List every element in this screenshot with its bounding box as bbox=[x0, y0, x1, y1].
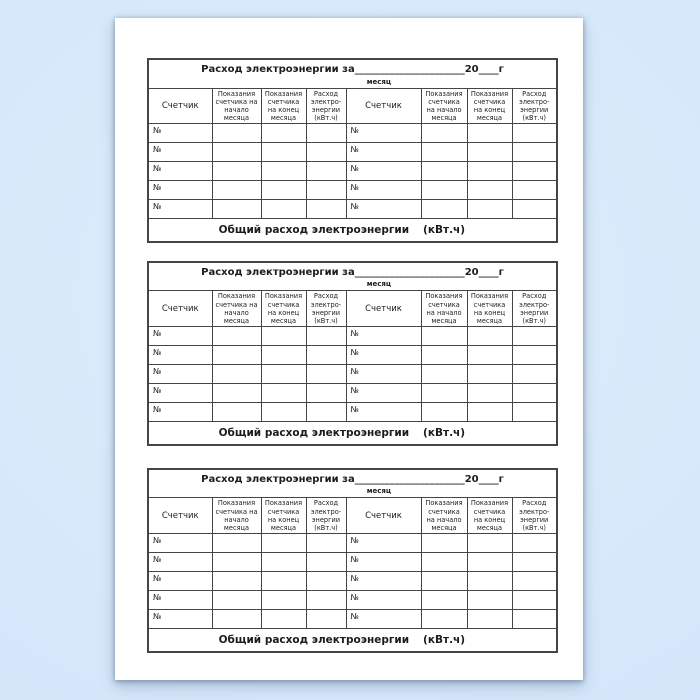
table-title-cell bbox=[148, 262, 557, 291]
total-cell bbox=[148, 629, 557, 652]
meter-number-label: № bbox=[350, 367, 359, 377]
start-reading-cell bbox=[212, 572, 261, 591]
meter-number-label: № bbox=[350, 183, 359, 193]
start-reading-cell bbox=[212, 365, 261, 384]
month-blank-line: ______________________ bbox=[354, 266, 465, 278]
month-caption: месяц bbox=[366, 77, 392, 86]
column-header-meter: Счетчик bbox=[346, 291, 421, 327]
consumption-cell bbox=[306, 181, 346, 200]
meter-row bbox=[148, 610, 557, 629]
column-header-meter: Счетчик bbox=[346, 498, 421, 534]
start-reading-cell bbox=[212, 346, 261, 365]
consumption-cell bbox=[306, 403, 346, 422]
meter-number-label: № bbox=[153, 183, 162, 193]
consumption-cell bbox=[306, 591, 346, 610]
column-header-consumption: Расход электро-энергии (кВт.ч) bbox=[512, 498, 557, 534]
year-suffix: г bbox=[498, 266, 504, 278]
end-reading-cell bbox=[261, 346, 306, 365]
end-reading-cell bbox=[467, 572, 512, 591]
start-reading-cell bbox=[212, 591, 261, 610]
title-row bbox=[148, 262, 557, 291]
end-reading-cell bbox=[467, 610, 512, 629]
column-header-end-reading: Показания счетчика на конец месяца bbox=[467, 291, 512, 327]
year-blank-line: ____ bbox=[478, 473, 499, 485]
column-header-start-reading: Показания счетчика на начало месяца bbox=[421, 88, 467, 124]
column-header-meter: Счетчик bbox=[346, 88, 421, 124]
end-reading-cell bbox=[467, 143, 512, 162]
meter-row bbox=[148, 346, 557, 365]
column-header-consumption: Расход электро-энергии (кВт.ч) bbox=[512, 88, 557, 124]
start-reading-cell bbox=[421, 346, 467, 365]
total-consumption-label: Общий расход электроэнергии bbox=[218, 224, 410, 237]
column-header-consumption: Расход электро-энергии (кВт.ч) bbox=[306, 88, 346, 124]
end-reading-cell bbox=[467, 124, 512, 143]
meter-number-cell bbox=[148, 327, 212, 346]
column-header-start-reading: Показания счетчика на начало месяца bbox=[212, 88, 261, 124]
end-reading-cell bbox=[467, 327, 512, 346]
meter-number-label: № bbox=[350, 405, 359, 415]
start-reading-cell bbox=[421, 124, 467, 143]
meter-number-cell bbox=[346, 200, 421, 219]
year-prefix: 20 bbox=[464, 473, 479, 485]
meter-row bbox=[148, 162, 557, 181]
end-reading-cell bbox=[467, 346, 512, 365]
meter-number-label: № bbox=[350, 126, 359, 136]
consumption-cell bbox=[512, 162, 557, 181]
title-text: Расход электроэнергии за bbox=[201, 64, 355, 75]
meter-number-cell bbox=[346, 346, 421, 365]
meter-number-label: № bbox=[350, 612, 359, 622]
start-reading-cell bbox=[421, 181, 467, 200]
total-unit-label: (кВт.ч) bbox=[423, 224, 466, 237]
title-text: Расход электроэнергии за bbox=[201, 473, 355, 485]
meter-number-cell bbox=[148, 162, 212, 181]
meter-number-cell bbox=[148, 365, 212, 384]
meter-number-cell bbox=[148, 553, 212, 572]
year-prefix: 20 bbox=[464, 266, 479, 278]
meter-number-label: № bbox=[153, 536, 162, 546]
meter-number-cell bbox=[346, 124, 421, 143]
end-reading-cell bbox=[261, 143, 306, 162]
month-blank-line: ______________________ bbox=[354, 64, 465, 75]
year-prefix: 20 bbox=[464, 64, 479, 75]
total-row bbox=[148, 219, 557, 242]
total-row bbox=[148, 629, 557, 652]
meter-row bbox=[148, 181, 557, 200]
meter-number-label: № bbox=[153, 405, 162, 415]
column-header-end-reading: Показания счетчика на конец месяца bbox=[261, 88, 306, 124]
column-header-meter: Счетчик bbox=[148, 88, 212, 124]
meter-number-cell bbox=[346, 610, 421, 629]
meter-row bbox=[148, 200, 557, 219]
column-header-end-reading: Показания счетчика на конец месяца bbox=[261, 498, 306, 534]
consumption-cell bbox=[306, 572, 346, 591]
start-reading-cell bbox=[212, 327, 261, 346]
consumption-cell bbox=[512, 327, 557, 346]
column-header-row bbox=[148, 498, 557, 534]
start-reading-cell bbox=[212, 200, 261, 219]
meter-row bbox=[148, 534, 557, 553]
meter-number-cell bbox=[148, 572, 212, 591]
column-header-consumption: Расход электро-энергии (кВт.ч) bbox=[306, 291, 346, 327]
month-caption: месяц bbox=[366, 487, 392, 496]
meter-number-label: № bbox=[350, 329, 359, 339]
end-reading-cell bbox=[467, 534, 512, 553]
start-reading-cell bbox=[421, 403, 467, 422]
consumption-cell bbox=[306, 162, 346, 181]
meter-number-label: № bbox=[350, 593, 359, 603]
electricity-consumption-table bbox=[147, 261, 558, 446]
meter-number-cell bbox=[346, 143, 421, 162]
meter-number-label: № bbox=[153, 593, 162, 603]
start-reading-cell bbox=[421, 384, 467, 403]
consumption-cell bbox=[512, 181, 557, 200]
start-reading-cell bbox=[421, 365, 467, 384]
meter-number-cell bbox=[148, 181, 212, 200]
meter-row bbox=[148, 384, 557, 403]
end-reading-cell bbox=[261, 403, 306, 422]
electricity-consumption-table bbox=[147, 58, 558, 243]
meter-number-cell bbox=[346, 181, 421, 200]
consumption-cell bbox=[306, 384, 346, 403]
column-header-start-reading: Показания счетчика на начало месяца bbox=[212, 498, 261, 534]
start-reading-cell bbox=[212, 534, 261, 553]
consumption-cell bbox=[306, 553, 346, 572]
meter-number-cell bbox=[346, 403, 421, 422]
table-title bbox=[149, 266, 556, 279]
meter-number-cell bbox=[346, 534, 421, 553]
total-consumption-label: Общий расход электроэнергии bbox=[218, 427, 410, 440]
meter-row bbox=[148, 365, 557, 384]
column-header-row bbox=[148, 291, 557, 327]
meter-number-label: № bbox=[350, 386, 359, 396]
end-reading-cell bbox=[467, 200, 512, 219]
meter-number-label: № bbox=[153, 164, 162, 174]
end-reading-cell bbox=[261, 124, 306, 143]
end-reading-cell bbox=[261, 200, 306, 219]
meter-number-label: № bbox=[153, 126, 162, 136]
table-title bbox=[149, 63, 556, 76]
total-unit-label: (кВт.ч) bbox=[423, 427, 466, 440]
end-reading-cell bbox=[261, 572, 306, 591]
total-cell bbox=[148, 422, 557, 445]
column-header-consumption: Расход электро-энергии (кВт.ч) bbox=[512, 291, 557, 327]
meter-number-label: № bbox=[153, 202, 162, 212]
electricity-consumption-table bbox=[147, 468, 558, 653]
column-header-end-reading: Показания счетчика на конец месяца bbox=[261, 291, 306, 327]
meter-number-cell bbox=[346, 162, 421, 181]
consumption-cell bbox=[512, 346, 557, 365]
consumption-cell bbox=[512, 534, 557, 553]
meter-number-cell bbox=[148, 534, 212, 553]
meter-number-label: № bbox=[153, 555, 162, 565]
total-cell bbox=[148, 219, 557, 242]
consumption-cell bbox=[306, 365, 346, 384]
end-reading-cell bbox=[261, 610, 306, 629]
year-blank-line: ____ bbox=[478, 64, 499, 75]
meter-number-label: № bbox=[153, 574, 162, 584]
consumption-cell bbox=[306, 327, 346, 346]
meter-number-label: № bbox=[153, 612, 162, 622]
meter-row bbox=[148, 553, 557, 572]
consumption-cell bbox=[512, 200, 557, 219]
consumption-cell bbox=[306, 200, 346, 219]
document-page bbox=[115, 18, 583, 680]
column-header-start-reading: Показания счетчика на начало месяца bbox=[212, 291, 261, 327]
end-reading-cell bbox=[261, 327, 306, 346]
meter-number-label: № bbox=[153, 329, 162, 339]
consumption-cell bbox=[306, 610, 346, 629]
end-reading-cell bbox=[261, 365, 306, 384]
end-reading-cell bbox=[467, 553, 512, 572]
meter-number-label: № bbox=[350, 145, 359, 155]
start-reading-cell bbox=[212, 610, 261, 629]
start-reading-cell bbox=[212, 384, 261, 403]
table-title bbox=[149, 473, 556, 486]
end-reading-cell bbox=[261, 162, 306, 181]
start-reading-cell bbox=[421, 534, 467, 553]
meter-number-cell bbox=[148, 591, 212, 610]
meter-number-label: № bbox=[350, 574, 359, 584]
end-reading-cell bbox=[467, 365, 512, 384]
end-reading-cell bbox=[261, 591, 306, 610]
meter-number-label: № bbox=[350, 164, 359, 174]
total-row bbox=[148, 422, 557, 445]
meter-row bbox=[148, 327, 557, 346]
meter-row bbox=[148, 403, 557, 422]
meter-number-label: № bbox=[350, 348, 359, 358]
meter-number-label: № bbox=[153, 367, 162, 377]
meter-row bbox=[148, 591, 557, 610]
start-reading-cell bbox=[421, 572, 467, 591]
start-reading-cell bbox=[421, 200, 467, 219]
consumption-cell bbox=[512, 124, 557, 143]
end-reading-cell bbox=[261, 384, 306, 403]
start-reading-cell bbox=[421, 610, 467, 629]
consumption-cell bbox=[306, 124, 346, 143]
column-header-end-reading: Показания счетчика на конец месяца bbox=[467, 88, 512, 124]
meter-number-label: № bbox=[350, 202, 359, 212]
meter-number-cell bbox=[148, 384, 212, 403]
start-reading-cell bbox=[212, 181, 261, 200]
column-header-start-reading: Показания счетчика на начало месяца bbox=[421, 498, 467, 534]
year-blank-line: ____ bbox=[478, 266, 499, 278]
start-reading-cell bbox=[212, 403, 261, 422]
month-blank-line: ______________________ bbox=[354, 473, 465, 485]
month-caption: месяц bbox=[366, 280, 392, 289]
table-title-cell bbox=[148, 469, 557, 498]
consumption-cell bbox=[306, 534, 346, 553]
meter-number-cell bbox=[346, 365, 421, 384]
start-reading-cell bbox=[421, 143, 467, 162]
meter-number-label: № bbox=[153, 348, 162, 358]
end-reading-cell bbox=[467, 162, 512, 181]
start-reading-cell bbox=[212, 143, 261, 162]
consumption-cell bbox=[512, 553, 557, 572]
end-reading-cell bbox=[467, 384, 512, 403]
year-suffix: г bbox=[498, 473, 504, 485]
start-reading-cell bbox=[421, 327, 467, 346]
meter-number-cell bbox=[346, 591, 421, 610]
tables-container bbox=[147, 58, 583, 653]
consumption-cell bbox=[512, 572, 557, 591]
meter-number-cell bbox=[148, 143, 212, 162]
consumption-cell bbox=[306, 346, 346, 365]
total-unit-label: (кВт.ч) bbox=[423, 634, 466, 647]
start-reading-cell bbox=[212, 162, 261, 181]
end-reading-cell bbox=[261, 553, 306, 572]
meter-number-cell bbox=[148, 200, 212, 219]
consumption-cell bbox=[512, 591, 557, 610]
column-header-meter: Счетчик bbox=[148, 291, 212, 327]
consumption-cell bbox=[306, 143, 346, 162]
meter-number-cell bbox=[346, 553, 421, 572]
column-header-start-reading: Показания счетчика на начало месяца bbox=[421, 291, 467, 327]
column-header-meter: Счетчик bbox=[148, 498, 212, 534]
meter-row bbox=[148, 124, 557, 143]
consumption-cell bbox=[512, 143, 557, 162]
meter-number-label: № bbox=[153, 386, 162, 396]
meter-row bbox=[148, 143, 557, 162]
end-reading-cell bbox=[467, 591, 512, 610]
meter-number-cell bbox=[346, 327, 421, 346]
column-header-end-reading: Показания счетчика на конец месяца bbox=[467, 498, 512, 534]
end-reading-cell bbox=[467, 403, 512, 422]
end-reading-cell bbox=[261, 534, 306, 553]
meter-number-cell bbox=[346, 572, 421, 591]
consumption-cell bbox=[512, 365, 557, 384]
meter-number-cell bbox=[148, 124, 212, 143]
consumption-cell bbox=[512, 403, 557, 422]
meter-number-label: № bbox=[350, 536, 359, 546]
title-row bbox=[148, 59, 557, 88]
meter-number-label: № bbox=[153, 145, 162, 155]
consumption-cell bbox=[512, 610, 557, 629]
start-reading-cell bbox=[421, 591, 467, 610]
consumption-cell bbox=[512, 384, 557, 403]
meter-number-cell bbox=[148, 403, 212, 422]
column-header-row bbox=[148, 88, 557, 124]
meter-number-label: № bbox=[350, 555, 359, 565]
title-text: Расход электроэнергии за bbox=[201, 266, 355, 278]
table-title-cell bbox=[148, 59, 557, 88]
start-reading-cell bbox=[421, 162, 467, 181]
total-consumption-label: Общий расход электроэнергии bbox=[218, 634, 410, 647]
title-row bbox=[148, 469, 557, 498]
end-reading-cell bbox=[467, 181, 512, 200]
start-reading-cell bbox=[212, 553, 261, 572]
meter-number-cell bbox=[148, 610, 212, 629]
start-reading-cell bbox=[421, 553, 467, 572]
meter-row bbox=[148, 572, 557, 591]
column-header-consumption: Расход электро-энергии (кВт.ч) bbox=[306, 498, 346, 534]
meter-number-cell bbox=[346, 384, 421, 403]
year-suffix: г bbox=[498, 64, 504, 75]
start-reading-cell bbox=[212, 124, 261, 143]
end-reading-cell bbox=[261, 181, 306, 200]
meter-number-cell bbox=[148, 346, 212, 365]
